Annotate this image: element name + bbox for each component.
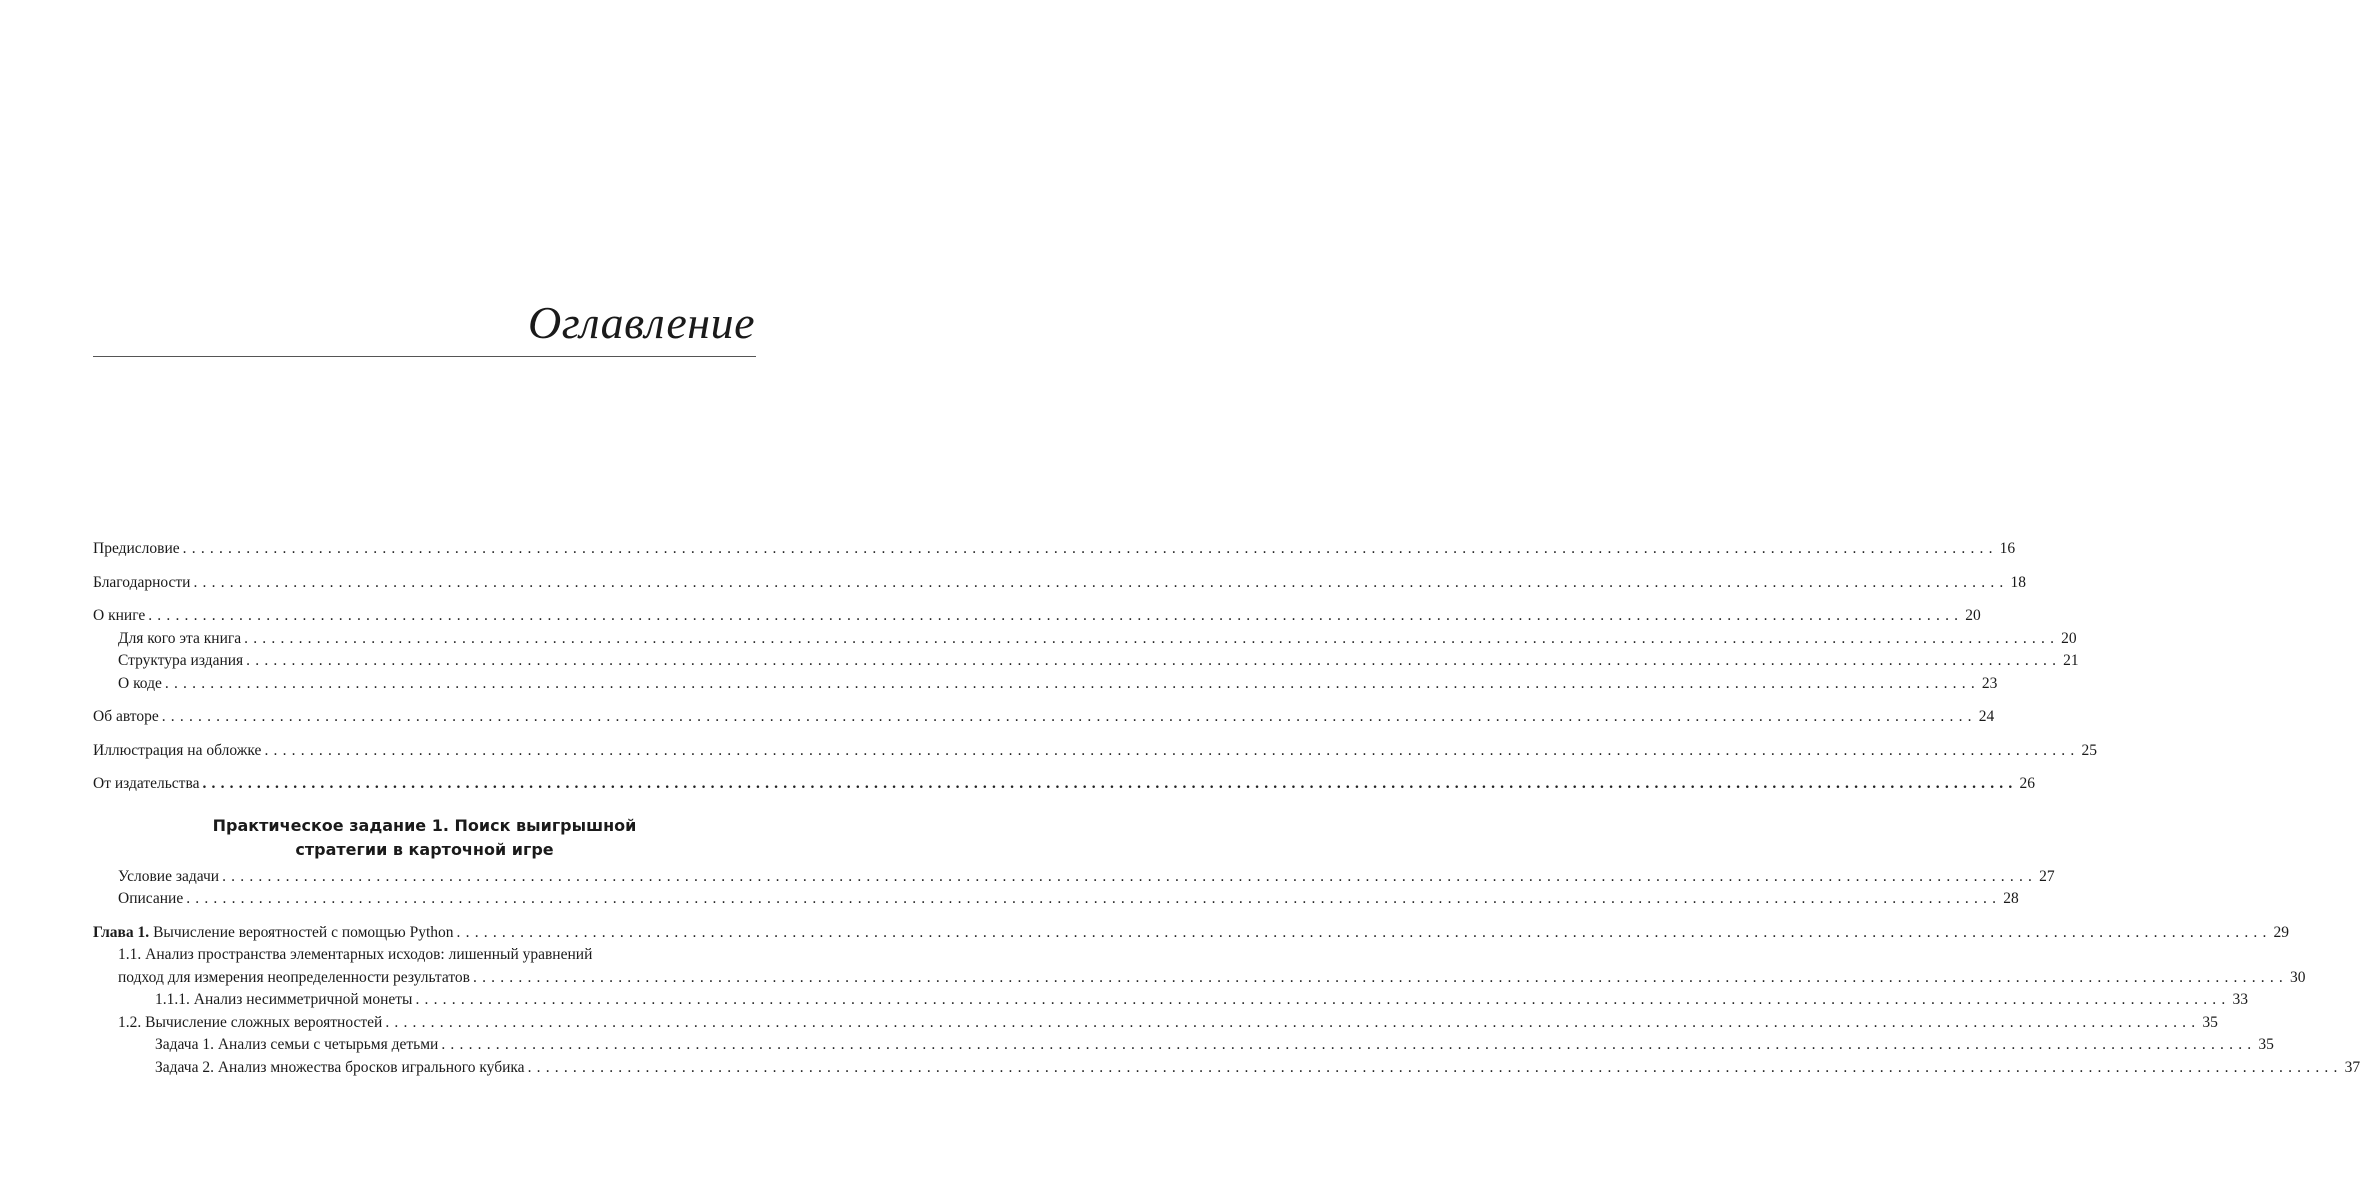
toc-entry-1-1: [93, 967, 2306, 990]
dot-leader: ........................................................................................................................................................................................................: [264, 741, 2080, 759]
toc-entry-page: 35: [2202, 1013, 2218, 1031]
toc-entry-1-1-1: [93, 989, 2248, 1012]
toc-entry-title: Для кого эта книга: [118, 629, 242, 647]
dot-leader: ........................................................................................................................................................................................................: [456, 923, 2272, 941]
toc-entry-about-book: [93, 605, 1981, 628]
toc-entry-title: Структура издания: [118, 652, 244, 669]
toc-entry-title: Об авторе: [93, 708, 159, 725]
toc-entry-title: [93, 922, 454, 945]
chapter-title: Вычисление вероятностей с помощью Python: [153, 923, 454, 941]
toc-entry-title: О коде: [118, 674, 162, 692]
dot-leader: ........................................................................................................................................................................................................: [441, 1036, 2257, 1053]
toc-entry-problem-statement: [93, 866, 2055, 889]
dot-leader: ........................................................................................................................................................................................................: [415, 991, 2231, 1008]
toc-entry-title: 1.1.1. Анализ несимметричной монеты: [155, 991, 413, 1008]
page-title: Оглавление: [527, 297, 755, 348]
toc-entry-page: 26: [2019, 775, 2035, 792]
toc-entry-page: 21: [2063, 652, 2079, 669]
dot-leader: ........................................................................................................................................................................................................: [385, 1013, 2201, 1031]
toc-entry-chapter-1: [93, 922, 2290, 945]
dot-leader: ........................................................................................................................................................................................................: [161, 708, 1977, 725]
section-heading-practice-1: [93, 814, 756, 862]
toc-entry-page: 16: [1999, 540, 2016, 557]
chapter-label: Глава 1.: [93, 923, 150, 941]
toc-entry-about-author: [93, 706, 1995, 729]
dot-leader: ........................................................................................................................................................................................................: [164, 674, 1980, 692]
toc-entry-title: 1.2. Вычисление сложных вероятностей: [118, 1013, 383, 1031]
toc-entry-1-1-line1: 1.1. Анализ пространства элементарных исходов: лишенный уравнений: [118, 946, 593, 963]
dot-leader: ........................................................................................................................................................................................................: [186, 890, 2002, 907]
toc-entry-preface: [93, 538, 2016, 561]
toc-entry-page: 27: [2039, 867, 2055, 885]
dot-leader: ........................................................................................................................................................................................................: [246, 652, 2062, 669]
toc-entry-page: 20: [2061, 629, 2077, 647]
toc-entry-audience: [93, 628, 2077, 651]
toc-entry-task-1: [93, 1034, 2274, 1057]
title-divider: [93, 356, 756, 357]
toc-entry-title: Благодарности: [93, 573, 191, 591]
dot-leader: ........................................................................................................................................................................................................: [193, 573, 2009, 591]
toc-entry-page: 35: [2258, 1036, 2274, 1053]
dot-leader: ........................................................................................................................................................................................................: [527, 1058, 2343, 1076]
toc-entry-page: 29: [2273, 923, 2290, 941]
toc-entry-description: [93, 888, 2019, 911]
dot-leader: ........................................................................................................................................................................................................: [148, 607, 1964, 624]
toc-entry-publisher: [93, 773, 2035, 796]
toc-entry-task-2: [93, 1057, 2360, 1080]
toc-entry-title: подход для измерения неопределенности результатов: [118, 968, 470, 986]
toc-entry-page: 20: [1965, 607, 1981, 624]
dot-leader: ........................................................................................................................................................................................................: [202, 775, 2018, 792]
toc-entry-page: 24: [1978, 708, 1995, 725]
dot-leader: ........................................................................................................................................................................................................: [222, 867, 2038, 885]
toc-entry-title: Задача 1. Анализ семьи с четырьмя детьми: [155, 1036, 439, 1053]
toc-entry-page: 33: [2232, 991, 2248, 1008]
toc-entry-page: 25: [2081, 741, 2097, 759]
dot-leader: ........................................................................................................................................................................................................: [244, 629, 2060, 647]
toc-entry-title: Описание: [118, 890, 184, 907]
toc-entry-acknowledgements: [93, 572, 2026, 595]
toc-entry-title: Предисловие: [93, 540, 180, 557]
toc-entry-title: Иллюстрация на обложке: [93, 741, 262, 759]
toc-entry-page: 23: [1981, 674, 1998, 692]
dot-leader: ........................................................................................................................................................................................................: [473, 968, 2288, 986]
toc-entry-title: О книге: [93, 607, 146, 624]
dot-leader: ........................................................................................................................................................................................................: [182, 540, 1998, 557]
toc-entry-title: Задача 2. Анализ множества бросков игрального кубика: [155, 1058, 525, 1076]
toc-entry-title: От издательства: [93, 775, 200, 792]
toc-entry-page: 18: [2010, 573, 2026, 591]
section-heading-line: Практическое задание 1. Поиск выигрышной: [212, 815, 637, 835]
toc-entry-about-code: [93, 673, 1998, 696]
toc-entry-page: 37: [2344, 1058, 2360, 1076]
toc-entry-cover-illustration: [93, 740, 2097, 763]
toc-entry-page: 30: [2290, 968, 2306, 986]
toc-entry-title: Условие задачи: [118, 867, 220, 885]
table-of-contents: [93, 538, 2360, 1079]
toc-entry-page: 28: [2003, 890, 2019, 907]
toc-entry-1-2: [93, 1012, 2218, 1035]
section-heading-line: стратегии в карточной игре: [295, 839, 554, 859]
toc-entry-structure: [93, 650, 2079, 673]
